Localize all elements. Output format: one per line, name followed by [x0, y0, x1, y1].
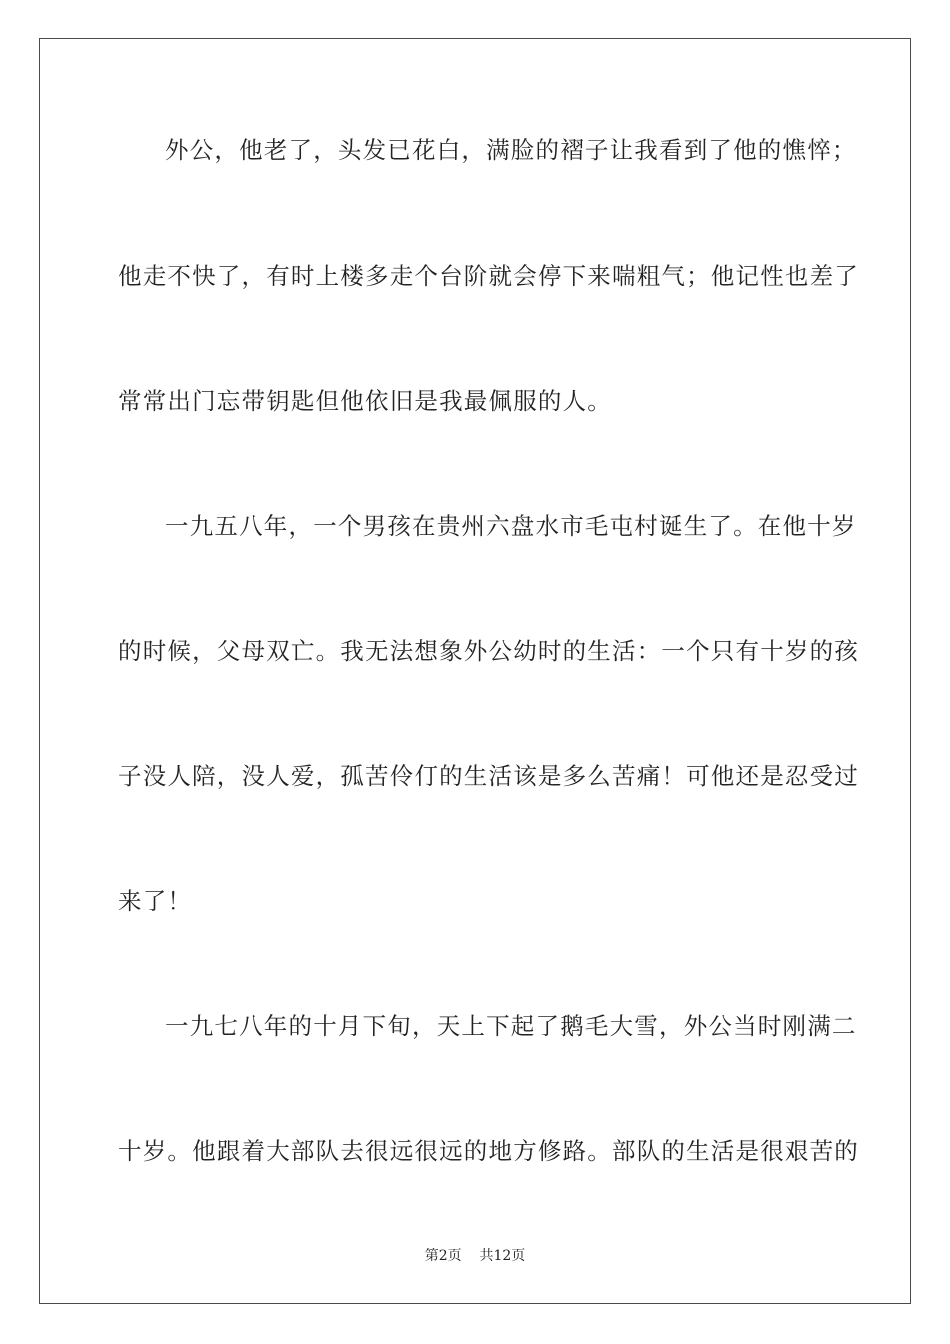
page-footer	[0, 1245, 950, 1265]
text-line: 一九五八年，一个男孩在贵州六盘水市毛屯村诞生了。在他十岁	[165, 512, 857, 540]
text-line: 外公，他老了，头发已花白，满脸的褶子让我看到了他的憔悴；	[165, 136, 857, 164]
text-line: 来了！	[118, 887, 193, 915]
text-line: 他走不快了，有时上楼多走个台阶就会停下来喘粗气；他记性也差了	[118, 262, 859, 290]
page-number: 第2页	[424, 1248, 462, 1264]
text-line: 十岁。他跟着大部队去很远很远的地方修路。部队的生活是很艰苦的	[118, 1137, 859, 1165]
page-border	[39, 38, 911, 1304]
text-line: 常常出门忘带钥匙但他依旧是我最佩服的人。	[118, 387, 612, 415]
text-line: 的时候，父母双亡。我无法想象外公幼时的生活：一个只有十岁的孩	[118, 637, 859, 665]
text-line: 子没人陪，没人爱，孤苦伶仃的生活该是多么苦痛！可他还是忍受过	[118, 762, 859, 790]
text-line: 一九七八年的十月下旬，天上下起了鹅毛大雪，外公当时刚满二	[165, 1012, 857, 1040]
page-total: 共12页	[479, 1248, 526, 1264]
